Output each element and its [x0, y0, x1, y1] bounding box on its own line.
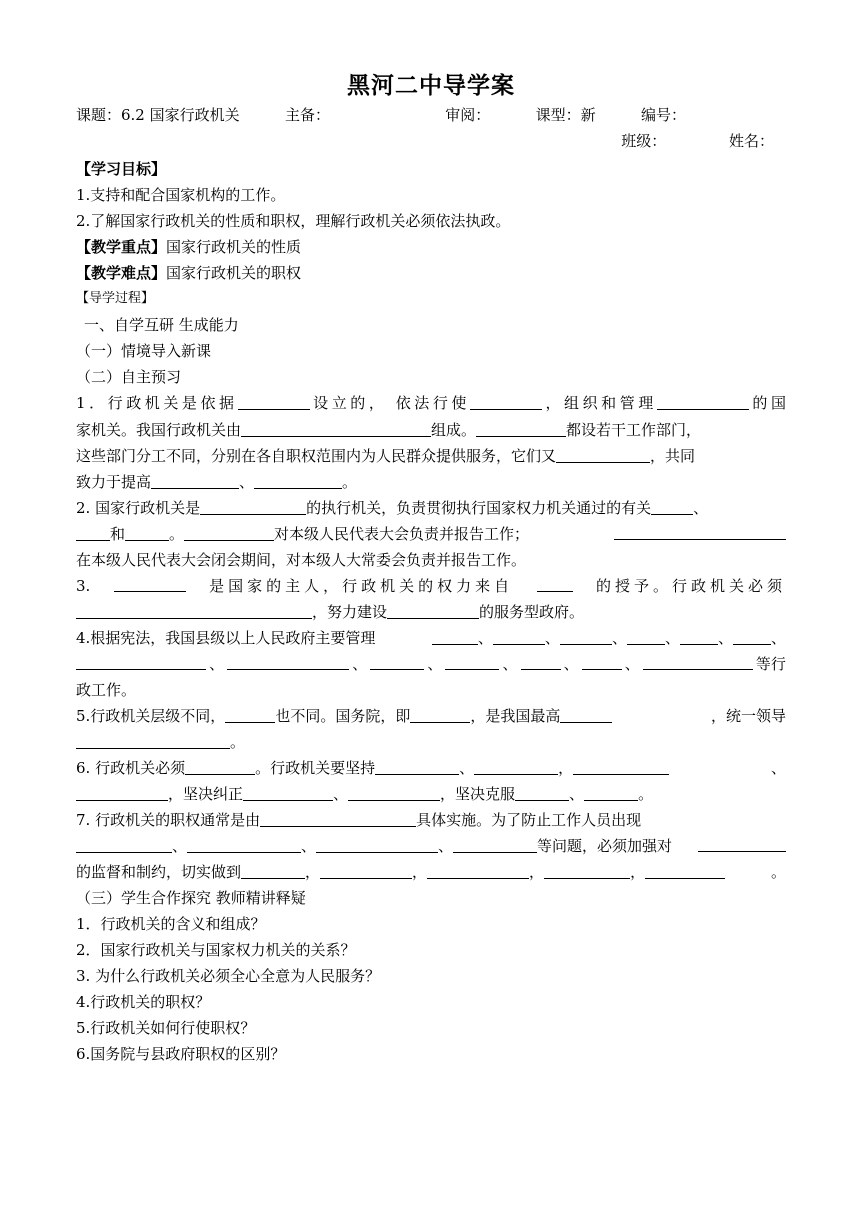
- objective-item: 2.了解国家行政机关的性质和职权，理解行政机关必须依法执政。: [76, 212, 511, 230]
- fill-blank[interactable]: [76, 834, 172, 853]
- separator: 、: [333, 784, 349, 803]
- discussion-question: 1．行政机关的含义和组成？: [76, 914, 266, 933]
- q3-text: 的服务型政府。: [479, 602, 585, 621]
- meta-row-2: [76, 128, 786, 154]
- separator: 。: [638, 784, 654, 803]
- q6-text: ，坚决纠正: [168, 784, 244, 803]
- question-3-line: [76, 599, 786, 625]
- q6-text: 6. 行政机关必须: [76, 758, 186, 777]
- fill-blank[interactable]: [645, 860, 725, 879]
- fill-blank[interactable]: [348, 782, 440, 801]
- fill-blank[interactable]: [493, 626, 545, 645]
- question-4-line: 政工作。: [76, 680, 137, 699]
- fill-blank[interactable]: [515, 782, 569, 801]
- fill-blank[interactable]: [470, 391, 542, 410]
- meta-preparer: 主备：: [284, 106, 330, 124]
- subsection-heading: （三）学生合作探究 教师精讲释疑: [76, 888, 306, 907]
- document-title: 黑河二中导学案: [347, 73, 515, 99]
- q5-text: ，统一领导: [710, 706, 786, 725]
- separator: 、: [502, 654, 518, 673]
- difficulty-label: 【教学难点】: [76, 264, 167, 282]
- q1-text: 组成。: [431, 420, 477, 439]
- separator: ，: [305, 862, 321, 881]
- meta-name: 姓名：: [728, 132, 774, 150]
- fill-blank[interactable]: [410, 704, 470, 723]
- difficulty-text: 国家行政机关的职权: [166, 264, 302, 282]
- fill-blank[interactable]: [76, 730, 230, 749]
- objective-item: 1.支持和配合国家机构的工作。: [76, 186, 286, 204]
- question-5-line: [76, 703, 786, 729]
- fill-blank[interactable]: [560, 704, 612, 723]
- separator: 、: [544, 628, 560, 647]
- q5-text: 。: [230, 732, 246, 751]
- discussion-question: 2．国家行政机关与国家权力机关的关系？: [76, 940, 356, 959]
- meta-row: [76, 102, 786, 128]
- q1-text: ，共同: [650, 446, 696, 465]
- q4-text: 等行: [755, 654, 786, 673]
- fill-blank[interactable]: [698, 833, 786, 852]
- separator: 、: [611, 628, 627, 647]
- difficulty: [76, 260, 786, 286]
- q4-text: 4.根据宪法，我国县级以上人民政府主要管理: [76, 628, 376, 647]
- question-5-line: [76, 729, 786, 755]
- fill-blank[interactable]: [241, 418, 431, 437]
- separator: 、: [438, 836, 454, 855]
- separator: 、: [459, 758, 475, 777]
- fill-blank[interactable]: [445, 651, 499, 670]
- subsection-heading: （一）情境导入新课: [76, 342, 212, 360]
- question-3-line: [76, 573, 786, 599]
- q7-text: 的监督和制约，切实做到: [76, 862, 242, 881]
- separator: 、: [352, 654, 368, 673]
- q5-text: 5.行政机关层级不同，: [76, 706, 226, 725]
- fill-blank[interactable]: [387, 600, 479, 619]
- meta-topic: 课题：6.2 国家行政机关: [76, 106, 240, 124]
- fill-blank[interactable]: [227, 651, 349, 670]
- fill-blank[interactable]: [320, 860, 412, 879]
- q2-text: 2. 国家行政机关是: [76, 498, 201, 517]
- question-6-line: [76, 755, 786, 781]
- fill-blank[interactable]: [241, 860, 305, 879]
- question-2-line: 在本级人民代表大会闭会期间，对本级人大常委会负责并报告工作。: [76, 550, 527, 569]
- separator: ，: [630, 862, 646, 881]
- fill-blank[interactable]: [573, 756, 669, 775]
- fill-blank[interactable]: [238, 391, 310, 410]
- meta-reviewer: 审阅：: [445, 106, 491, 124]
- separator: 、: [624, 654, 640, 673]
- question-1-line: [76, 390, 786, 417]
- fill-blank[interactable]: [243, 782, 333, 801]
- fill-blank[interactable]: [651, 496, 693, 515]
- fill-blank[interactable]: [225, 704, 275, 723]
- q3-text: 是国家的主人，行政机关的权力来自: [209, 576, 514, 595]
- q3-text: ，努力建设: [312, 602, 388, 621]
- q5-text: 也不同。国务院，即: [275, 706, 411, 725]
- separator: 、: [717, 628, 733, 647]
- q2-text: 的执行机关，负责贯彻执行国家权力机关通过的有关: [306, 498, 652, 517]
- meta-type: 课型：新: [535, 106, 596, 124]
- fill-blank[interactable]: [432, 626, 478, 645]
- separator: ，: [529, 862, 545, 881]
- q5-text: ，是我国最高: [470, 706, 561, 725]
- fill-blank[interactable]: [733, 626, 771, 645]
- separator: 、: [664, 628, 680, 647]
- question-7-line: [76, 833, 786, 859]
- separator: 、: [770, 628, 786, 647]
- subsection-heading: （二）自主预习: [76, 368, 182, 386]
- q1-text: 1．行政机关是依据: [76, 394, 238, 412]
- q3-text: 3.: [76, 576, 91, 595]
- fill-blank[interactable]: [427, 860, 529, 879]
- q1-text: 的国: [748, 394, 786, 412]
- q7-text: 等问题，必须加强对: [537, 836, 673, 855]
- key-point-text: 国家行政机关的性质: [166, 238, 302, 256]
- fill-blank[interactable]: [375, 756, 459, 775]
- fill-blank[interactable]: [453, 834, 537, 853]
- question-1-line: [76, 469, 786, 495]
- q2-text: 、: [693, 498, 709, 517]
- objectives-heading: 【学习目标】: [76, 160, 167, 178]
- meta-number: 编号：: [640, 106, 686, 124]
- separator: 、: [569, 784, 585, 803]
- q7-text: 7. 行政机关的职权通常是由: [76, 810, 261, 829]
- fill-blank[interactable]: [184, 522, 274, 541]
- q6-text: ，坚决克服: [440, 784, 516, 803]
- discussion-question: 3. 为什么行政机关必须全心全意为人民服务？: [76, 966, 381, 985]
- fill-blank[interactable]: [584, 782, 638, 801]
- q1-text: 设立的， 依法行使: [309, 394, 470, 412]
- separator: 、: [427, 654, 443, 673]
- fill-blank[interactable]: [76, 651, 206, 670]
- separator: 、: [563, 654, 579, 673]
- fill-blank[interactable]: [556, 444, 650, 463]
- question-2-line: [76, 495, 786, 521]
- discussion-question: 5.行政机关如何行使职权？: [76, 1018, 256, 1037]
- q1-text: 这些部门分工不同，分别在各自职权范围内为人民群众提供服务，它们又: [76, 446, 557, 465]
- key-point: [76, 234, 786, 260]
- q7-text: 具体实施。为了防止工作人员出现: [416, 810, 642, 829]
- q1-text: ，组织和管理: [541, 394, 657, 412]
- question-4-line: [76, 625, 786, 651]
- q2-text: 和: [110, 524, 126, 543]
- fill-blank[interactable]: [476, 418, 566, 437]
- fill-blank[interactable]: [521, 651, 561, 670]
- question-7-line: [76, 859, 786, 885]
- fill-blank[interactable]: [316, 834, 438, 853]
- separator: 、: [172, 836, 188, 855]
- fill-blank[interactable]: [582, 651, 622, 670]
- separator: 、: [301, 836, 317, 855]
- separator: 。: [770, 862, 786, 881]
- fill-blank[interactable]: [185, 756, 255, 775]
- fill-blank[interactable]: [474, 756, 558, 775]
- fill-blank[interactable]: [643, 651, 753, 670]
- section-heading: 一、自学互研 生成能力: [84, 316, 239, 334]
- fill-blank[interactable]: [187, 834, 301, 853]
- fill-blank[interactable]: [370, 651, 424, 670]
- fill-blank[interactable]: [200, 496, 306, 515]
- fill-blank[interactable]: [537, 573, 573, 592]
- fill-blank[interactable]: [76, 600, 312, 619]
- separator: 、: [209, 654, 225, 673]
- fill-blank[interactable]: [76, 782, 168, 801]
- question-4-line: [76, 651, 786, 677]
- fill-blank[interactable]: [680, 626, 718, 645]
- q2-text: 对本级人民代表大会负责并报告工作；: [274, 524, 530, 543]
- q1-text: 。: [342, 472, 358, 491]
- q2-text: 。: [169, 524, 185, 543]
- q1-text: 、: [239, 472, 255, 491]
- question-2-line: [76, 521, 786, 547]
- fill-blank[interactable]: [151, 470, 239, 489]
- fill-blank[interactable]: [125, 522, 169, 541]
- fill-blank[interactable]: [254, 470, 342, 489]
- question-1-line: [76, 443, 786, 469]
- fill-blank[interactable]: [76, 522, 110, 541]
- q6-text: 。行政机关要坚持: [255, 758, 376, 777]
- fill-blank[interactable]: [114, 573, 186, 592]
- q1-text: 家机关。我国行政机关由: [76, 420, 242, 439]
- question-7-line: [76, 807, 786, 833]
- fill-blank[interactable]: [614, 521, 786, 540]
- separator: ，: [558, 758, 574, 777]
- fill-blank[interactable]: [627, 626, 665, 645]
- process-heading: 【导学过程】: [76, 291, 155, 306]
- meta-class: 班级：: [621, 132, 667, 150]
- separator: ，: [412, 862, 428, 881]
- question-6-line: [76, 781, 786, 807]
- q3-text: 的授予。行政机关必须: [595, 576, 786, 595]
- separator: 、: [477, 628, 493, 647]
- separator: 、: [770, 758, 786, 777]
- discussion-question: 6.国务院与县政府职权的区别？: [76, 1044, 286, 1063]
- question-1-line: [76, 417, 786, 443]
- fill-blank[interactable]: [260, 808, 416, 827]
- fill-blank[interactable]: [560, 626, 612, 645]
- q1-text: 都设若干工作部门，: [566, 420, 702, 439]
- discussion-question: 4.行政机关的职权？: [76, 992, 211, 1011]
- fill-blank[interactable]: [544, 860, 630, 879]
- q1-text: 致力于提高: [76, 472, 152, 491]
- key-point-label: 【教学重点】: [76, 238, 167, 256]
- fill-blank[interactable]: [657, 391, 749, 410]
